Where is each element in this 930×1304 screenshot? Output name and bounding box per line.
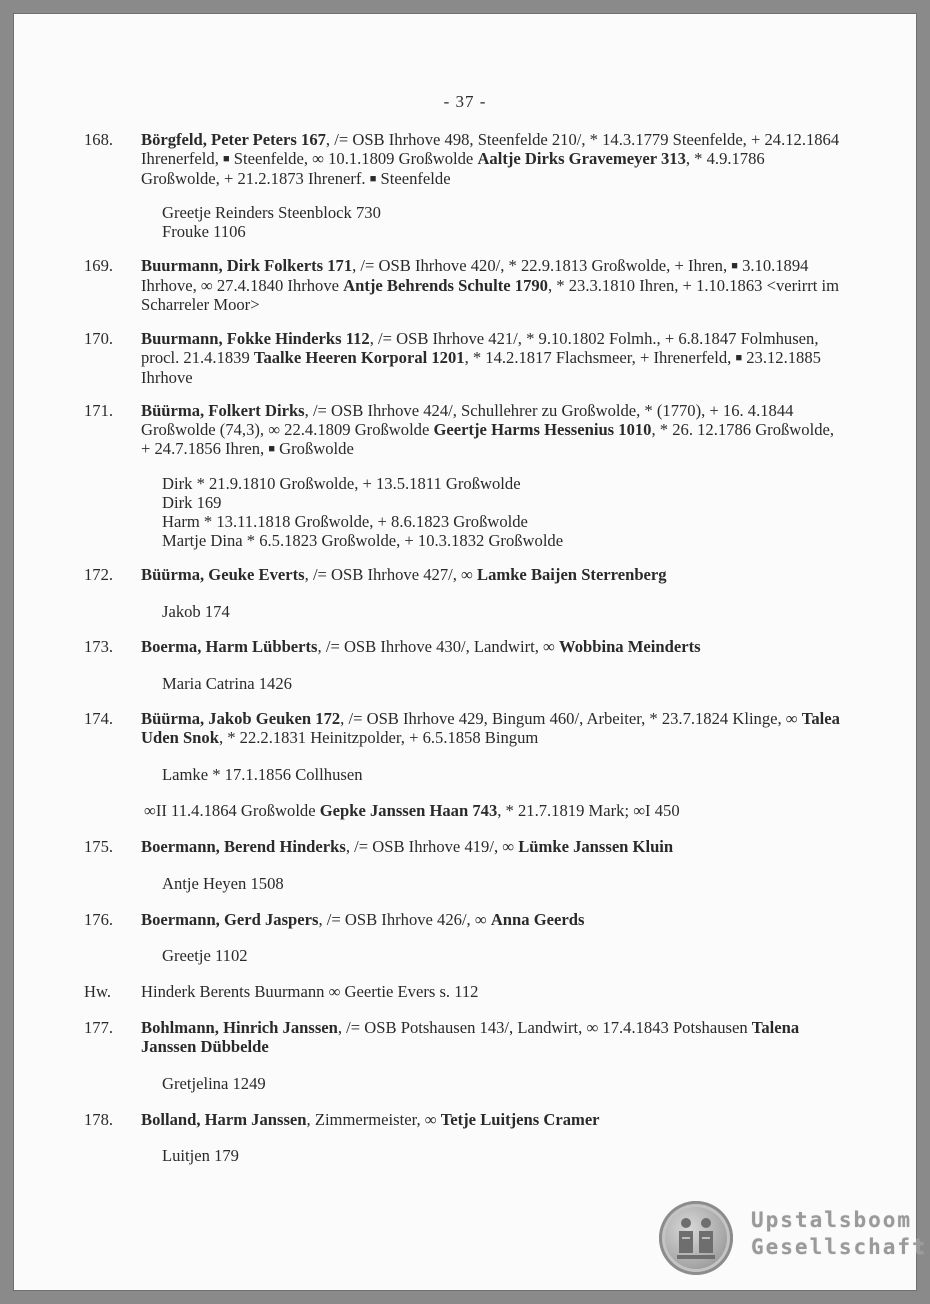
entry-number: 175. — [84, 837, 114, 856]
children-list-172 — [162, 602, 230, 621]
burial-icon: ■ — [369, 173, 377, 185]
entry-173 — [84, 637, 844, 656]
entry-171 — [84, 401, 844, 459]
child-item: Dirk * 21.9.1810 Großwolde, + 13.5.1811 Großwolde — [162, 474, 521, 493]
entry-178 — [84, 1110, 844, 1129]
entry-number: 178. — [84, 1110, 114, 1129]
seal-figures-icon — [673, 1213, 719, 1263]
child-item: Dirk 169 — [162, 493, 222, 512]
entry-number: 176. — [84, 910, 114, 929]
burial-icon: ■ — [223, 153, 230, 165]
person-name: Boermann, Gerd Jaspers — [141, 910, 319, 929]
child-item: Frouke 1106 — [162, 222, 246, 241]
entry-number: 172. — [84, 565, 114, 584]
entry-text: Bohlmann, Hinrich Janssen, /= OSB Potshausen 143/, Landwirt, ∞ 17.4.1843 Potshausen Talena Janssen Dübbelde — [141, 1018, 800, 1056]
entry-text: Boermann, Gerd Jaspers, /= OSB Ihrhove 426/, ∞ Anna Geerds — [141, 910, 585, 929]
publisher-logo — [659, 1201, 927, 1277]
entry-number: Hw. — [84, 982, 112, 1001]
child-item: Greetje 1102 — [162, 946, 248, 965]
burial-icon: ■ — [735, 352, 743, 364]
person-name: Büürma, Folkert Dirks — [141, 401, 305, 420]
burial-icon: ■ — [731, 260, 738, 272]
child-item: Gretjelina 1249 — [162, 1074, 266, 1093]
spouse-name: Anna Geerds — [490, 910, 585, 929]
children-list-168 — [162, 203, 381, 241]
spouse-name: Antje Behrends Schulte 1790 — [343, 276, 548, 295]
person-name: Börgfeld, Peter Peters 167 — [141, 130, 326, 149]
entry-text: Bolland, Harm Janssen, Zimmermeister, ∞ Tetje Luitjens Cramer — [141, 1110, 600, 1129]
entry-text: Boermann, Berend Hinderks, /= OSB Ihrhove 419/, ∞ Lümke Janssen Kluin — [141, 837, 674, 856]
entry-text: Buurmann, Fokke Hinderks 112, /= OSB Ihrhove 421/, * 9.10.1802 Folmh., + 6.8.1847 Folmhusen, procl. 21.4.1839 Taalke Heeren Korporal 1201, * 14.2.1817 Flachsmeer, + Ihrenerfeld, ■ 23.12.1885 Ihrhove — [141, 329, 821, 387]
child-item: Maria Catrina 1426 — [162, 674, 292, 693]
children-list-176 — [162, 946, 248, 965]
child-item: Antje Heyen 1508 — [162, 874, 284, 893]
person-name: Büürma, Jakob Geuken 172 — [141, 709, 341, 728]
spouse-name: Lümke Janssen Kluin — [518, 837, 674, 856]
person-name: Buurmann, Fokke Hinderks 112 — [141, 329, 370, 348]
person-name: Büürma, Geuke Everts — [141, 565, 305, 584]
entry-172 — [84, 565, 844, 584]
spouse-name: Wobbina Meinderts — [559, 637, 701, 656]
children-list-174 — [162, 765, 363, 784]
entry-text: Hinderk Berents Buurmann ∞ Geertie Evers s. 112 — [141, 982, 479, 1001]
entries-list — [14, 14, 916, 1290]
spouse-name: Lamke Baijen Sterrenberg — [477, 565, 667, 584]
entry-number: 168. — [84, 130, 114, 149]
child-item: Luitjen 179 — [162, 1146, 239, 1165]
logo-line-1: Upstalsboom — [751, 1208, 913, 1232]
child-item: Harm * 13.11.1818 Großwolde, + 8.6.1823 Großwolde — [162, 512, 528, 531]
entry-176 — [84, 910, 844, 929]
spouse-name: Taalke Heeren Korporal 1201 — [253, 348, 465, 367]
logo-line-2: Gesellschaft — [751, 1235, 927, 1259]
entry-170 — [84, 329, 844, 387]
entry-175 — [84, 837, 844, 856]
spouse-name: Geertje Harms Hessenius 1010 — [433, 420, 652, 439]
burial-icon: ■ — [268, 443, 275, 455]
entry-text: Boerma, Harm Lübberts, /= OSB Ihrhove 430/, Landwirt, ∞ Wobbina Meinderts — [141, 637, 701, 656]
person-name: Bolland, Harm Janssen — [141, 1110, 307, 1129]
children-list-175 — [162, 874, 284, 893]
child-item: Jakob 174 — [162, 602, 230, 621]
seal-icon — [659, 1201, 733, 1275]
child-item: Martje Dina * 6.5.1823 Großwolde, + 10.3.1832 Großwolde — [162, 531, 564, 550]
entry-number: 173. — [84, 637, 114, 656]
children-list-178 — [162, 1146, 239, 1165]
entry-number: 169. — [84, 256, 114, 275]
entry-number: 174. — [84, 709, 114, 728]
entry-177 — [84, 1018, 844, 1056]
entry-number: 177. — [84, 1018, 114, 1037]
spouse-name: Aaltje Dirks Gravemeyer 313 — [477, 149, 686, 168]
entry-text: Büürma, Jakob Geuken 172, /= OSB Ihrhove 429, Bingum 460/, Arbeiter, * 23.7.1824 Klinge, ∞ Talea Uden Snok, * 22.2.1831 Heinitzpolder, + 6.5.1858 Bingum — [141, 709, 840, 747]
entry-174 — [84, 709, 844, 747]
entry-168 — [84, 130, 844, 189]
children-list-171 — [162, 474, 563, 550]
document-page — [14, 14, 927, 1290]
entry-text: Büürma, Folkert Dirks, /= OSB Ihrhove 424/, Schullehrer zu Großwolde, * (1770), + 16. 4.1844 Großwolde (74,3), ∞ 22.4.1809 Großwolde Geertje Harms Hessenius 1010, * 26. 12.1786 Großwolde, + 24.7.1856 Ihren, ■ Großwolde — [141, 401, 834, 458]
entry-169 — [84, 256, 844, 314]
entry-number: 170. — [84, 329, 114, 348]
person-name: Boerma, Harm Lübberts — [141, 637, 318, 656]
spouse-name: Gepke Janssen Haan 743 — [319, 801, 498, 820]
child-item: Lamke * 17.1.1856 Collhusen — [162, 765, 363, 784]
child-item: Greetje Reinders Steenblock 730 — [162, 203, 381, 222]
entry-text: Buurmann, Dirk Folkerts 171, /= OSB Ihrhove 420/, * 22.9.1813 Großwolde, + Ihren, ■ 3.10.1894 Ihrhove, ∞ 27.4.1840 Ihrhove Antje Behrends Schulte 1790, * 23.3.1810 Ihren, + 1.10.1863 <verirrt im Scharreler Moor> — [141, 256, 840, 314]
entry-hw — [84, 982, 844, 1001]
spouse-name: Talea Uden Snok — [141, 709, 840, 747]
person-name: Bohlmann, Hinrich Janssen — [141, 1018, 338, 1037]
entry-text: Börgfeld, Peter Peters 167, /= OSB Ihrhove 498, Steenfelde 210/, * 14.3.1779 Steenfelde, + 24.12.1864 Ihrenerfeld, ■ Steenfelde, ∞ 10.1.1809 Großwolde Aaltje Dirks Gravemeyer 313, * 4.9.1786 Großwolde, + 21.2.1873 Ihrenerf. ■ Steenfelde — [141, 130, 840, 188]
children-list-173 — [162, 674, 292, 693]
second-marriage-174: ∞II 11.4.1864 Großwolde Gepke Janssen Haan 743, * 21.7.1819 Mark; ∞I 450 — [144, 801, 680, 820]
spouse-name: Tetje Luitjens Cramer — [440, 1110, 600, 1129]
person-name: Buurmann, Dirk Folkerts 171 — [141, 256, 353, 275]
person-name: Boermann, Berend Hinderks — [141, 837, 346, 856]
page-number: - 37 - — [443, 92, 487, 111]
logo-text — [751, 1207, 927, 1261]
children-list-177 — [162, 1074, 266, 1093]
entry-number: 171. — [84, 401, 114, 420]
entry-text: Büürma, Geuke Everts, /= OSB Ihrhove 427/, ∞ Lamke Baijen Sterrenberg — [141, 565, 667, 584]
spouse-name: Talena Janssen Dübbelde — [141, 1018, 800, 1056]
